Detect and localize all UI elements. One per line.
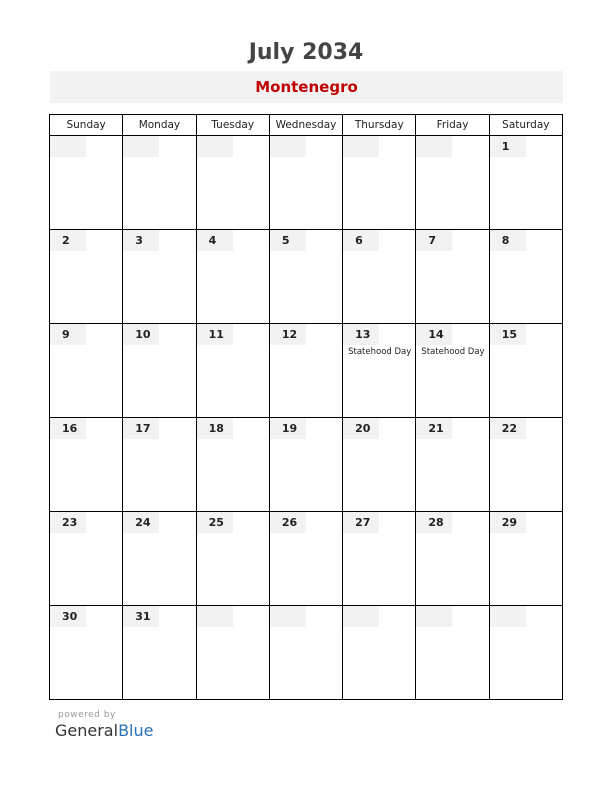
day-cell [269, 324, 342, 418]
brand-general: General [55, 721, 119, 740]
day-cell [196, 418, 269, 512]
day-number: 4 [197, 230, 233, 251]
day-cell [50, 230, 123, 324]
day-cell [489, 324, 562, 418]
holiday-label: Statehood Day [348, 347, 412, 357]
day-cell [489, 512, 562, 606]
day-cell [489, 230, 562, 324]
week-row [50, 512, 563, 606]
day-cell [196, 136, 269, 230]
day-number: 5 [270, 230, 306, 251]
day-cell [50, 324, 123, 418]
day-cell [416, 136, 489, 230]
day-number [416, 606, 452, 627]
day-number [50, 136, 86, 157]
day-number: 19 [270, 418, 306, 439]
day-cell [123, 324, 196, 418]
day-cell [123, 136, 196, 230]
day-cell [489, 136, 562, 230]
day-number [490, 606, 526, 627]
day-cell [269, 512, 342, 606]
day-cell [343, 324, 416, 418]
weekday-header: Wednesday [269, 115, 342, 136]
weekday-header: Saturday [489, 115, 562, 136]
day-number: 1 [490, 136, 526, 157]
day-number: 20 [343, 418, 379, 439]
weekday-header: Thursday [343, 115, 416, 136]
day-number: 2 [50, 230, 86, 251]
brand-logo [55, 721, 153, 740]
day-cell [269, 418, 342, 512]
day-number: 17 [123, 418, 159, 439]
country-bar [50, 71, 563, 103]
day-number: 29 [490, 512, 526, 533]
month-title: July 2034 [248, 40, 364, 65]
day-number: 31 [123, 606, 159, 627]
day-cell [416, 324, 489, 418]
day-cell [269, 230, 342, 324]
weekday-header: Sunday [50, 115, 123, 136]
country-name: Montenegro [255, 78, 358, 96]
day-cell [50, 606, 123, 700]
day-cell [196, 230, 269, 324]
weekday-header: Monday [123, 115, 196, 136]
day-number [270, 606, 306, 627]
day-number: 6 [343, 230, 379, 251]
day-number: 10 [123, 324, 159, 345]
day-number: 15 [490, 324, 526, 345]
day-cell [416, 606, 489, 700]
day-cell [196, 512, 269, 606]
day-number: 13 [343, 324, 379, 345]
day-cell [416, 418, 489, 512]
day-cell [269, 136, 342, 230]
day-number [197, 606, 233, 627]
day-number: 22 [490, 418, 526, 439]
day-cell [343, 136, 416, 230]
day-number: 27 [343, 512, 379, 533]
day-number: 30 [50, 606, 86, 627]
week-row [50, 324, 563, 418]
day-number: 28 [416, 512, 452, 533]
day-number: 18 [197, 418, 233, 439]
week-row [50, 136, 563, 230]
calendar-body [50, 136, 563, 700]
day-number: 16 [50, 418, 86, 439]
day-cell [123, 512, 196, 606]
day-number: 9 [50, 324, 86, 345]
day-number: 25 [197, 512, 233, 533]
day-cell [489, 606, 562, 700]
day-number: 14 [416, 324, 452, 345]
day-number: 26 [270, 512, 306, 533]
calendar-grid [49, 114, 563, 700]
day-cell [343, 606, 416, 700]
week-row [50, 418, 563, 512]
day-cell [489, 418, 562, 512]
day-number [270, 136, 306, 157]
day-cell [343, 512, 416, 606]
day-number: 21 [416, 418, 452, 439]
day-cell [196, 324, 269, 418]
holiday-label: Statehood Day [421, 347, 485, 357]
day-cell [50, 418, 123, 512]
day-number: 3 [123, 230, 159, 251]
weekday-header: Friday [416, 115, 489, 136]
weekday-header-row [50, 115, 563, 136]
day-cell [196, 606, 269, 700]
day-number: 23 [50, 512, 86, 533]
day-cell [50, 512, 123, 606]
week-row [50, 606, 563, 700]
day-number: 11 [197, 324, 233, 345]
day-cell [123, 230, 196, 324]
day-number [123, 136, 159, 157]
day-cell [50, 136, 123, 230]
day-number [343, 136, 379, 157]
day-cell [416, 512, 489, 606]
powered-by-label: powered by [58, 710, 116, 720]
day-cell [123, 418, 196, 512]
day-number: 7 [416, 230, 452, 251]
day-number [343, 606, 379, 627]
day-cell [416, 230, 489, 324]
day-number: 8 [490, 230, 526, 251]
day-cell [123, 606, 196, 700]
day-number [197, 136, 233, 157]
week-row [50, 230, 563, 324]
brand-blue: Blue [118, 721, 154, 740]
day-cell [343, 418, 416, 512]
weekday-header: Tuesday [196, 115, 269, 136]
day-number: 24 [123, 512, 159, 533]
day-cell [343, 230, 416, 324]
day-number [416, 136, 452, 157]
day-cell [269, 606, 342, 700]
day-number: 12 [270, 324, 306, 345]
